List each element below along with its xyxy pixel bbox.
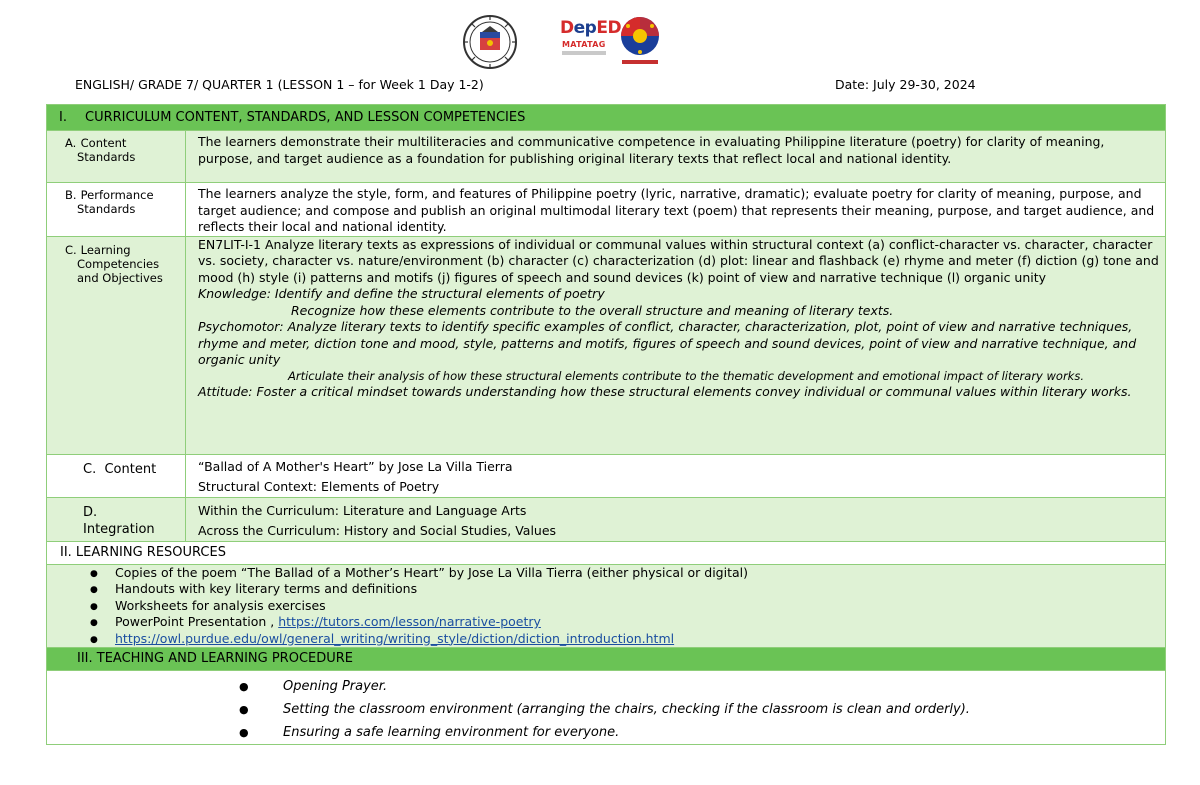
procedure-row (47, 671, 1166, 745)
content-text (186, 454, 1166, 497)
bullet-icon: ● (239, 680, 249, 693)
knowledge-objective: Knowledge: Identify and define the structural elements of poetry (198, 286, 605, 301)
content-standards-label: A. Content Standards (47, 131, 186, 183)
ppt-link[interactable]: https://tutors.com/lesson/narrative-poetry (278, 614, 541, 629)
resource-item: ● Handouts with key literary terms and definitions (115, 581, 1165, 598)
content-label: C. Content (47, 454, 186, 497)
section-2-title: II. LEARNING RESOURCES (47, 541, 1166, 564)
resource-item: ● Copies of the poem “The Ballad of a Mother’s Heart” by Jose La Villa Tierra (either physical or digital) (115, 565, 1165, 582)
integration-row (47, 497, 1166, 541)
integration-within: Within the Curriculum: Literature and Language Arts (198, 502, 527, 518)
section-1-number: I. (59, 110, 67, 125)
section-1-title-cell (47, 105, 1166, 131)
procedure-item: ● Ensuring a safe learning environment for everyone. (47, 721, 1165, 744)
ppt-label: PowerPoint Presentation , (115, 614, 279, 629)
content-title: “Ballad of A Mother's Heart” by Jose La Villa Tierra (198, 458, 513, 474)
resources-row (47, 564, 1166, 648)
integration-across: Across the Curriculum: History and Social Studies, Values (198, 522, 557, 538)
competencies-row (47, 236, 1166, 454)
section-2-header (47, 541, 1166, 564)
resources-list (87, 565, 1165, 648)
purdue-link[interactable]: https://owl.purdue.edu/owl/general_writing/writing_style/diction/diction_introduction.html (115, 630, 675, 646)
bullet-icon: ● (239, 726, 249, 739)
content-standards-row (47, 131, 1166, 183)
header-logos (460, 12, 670, 70)
knowledge-objective-2: Recognize how these elements contribute to the overall structure and meaning of literary texts. (291, 302, 894, 318)
section-1-header (47, 105, 1166, 131)
matatag-wordmark: MATATAG (562, 40, 606, 49)
matatag-tagline (562, 51, 606, 55)
bagong-pilipinas-logo (618, 14, 662, 70)
competencies-text (186, 236, 1166, 454)
resource-item-purdue (115, 631, 1165, 648)
deped-matatag-logo (560, 18, 622, 64)
procedure-item: ● Setting the classroom environment (arranging the chairs, checking if the classroom is clean and orderly). (47, 698, 1165, 721)
school-seal-icon (460, 14, 520, 70)
competency-code-text: EN7LIT-I-1 Analyze literary texts as expressions of individual or communal values within structural context (a) conflict-character vs. character, character vs. society, character vs. nature/environment (b) character (c) characterization (d) plot: linear and flashback (e) rhyme and meter (f) diction (g) tone and mood (h) style (i) patterns and motifs (j) figures of speech and sound devices (k) point of view and narrative technique (l) organic unity (198, 236, 1159, 285)
integration-text (186, 497, 1166, 541)
resource-item-ppt (115, 614, 1165, 631)
lesson-title: ENGLISH/ GRADE 7/ QUARTER 1 (LESSON 1 – for Week 1 Day 1-2) (75, 77, 484, 92)
lesson-header (75, 77, 995, 92)
psychomotor-objective: Psychomotor: Analyze literary texts to identify specific examples of conflict, character, characterization, plot, point of view and narrative techniques, rhyme and meter, diction tone and mood, style, patterns and motifs, figures of speech and sound devices, point of view and narrative technique, and organic unity (198, 319, 1137, 367)
resources-list-cell (47, 564, 1166, 648)
section-1-title: CURRICULUM CONTENT, STANDARDS, AND LESSON COMPETENCIES (85, 110, 526, 125)
integration-label: D. Integration (47, 497, 186, 541)
performance-standards-label: B. Performance Standards (47, 183, 186, 237)
competencies-label: C. Learning Competencies and Objectives (47, 236, 186, 454)
bullet-icon: ● (239, 703, 249, 716)
section-3-header (47, 648, 1166, 671)
attitude-objective: Attitude: Foster a critical mindset towards understanding how these structural elements convey individual or communal values within literary works. (198, 384, 1132, 399)
procedure-item: ● Opening Prayer. (47, 675, 1165, 698)
section-3-title: III. TEACHING AND LEARNING PROCEDURE (47, 648, 1166, 671)
resource-item: ● Worksheets for analysis exercises (115, 598, 1165, 615)
content-row (47, 454, 1166, 497)
lesson-date: Date: July 29-30, 2024 (835, 77, 976, 92)
procedure-list (47, 671, 1166, 745)
performance-standards-text: The learners analyze the style, form, and features of Philippine poetry (lyric, narrative, dramatic); evaluate poetry for clarity of meaning, purpose, and target audience; and compose and publish an original multimodal literary text (poem) that represents their meaning, purpose, and target audience, and reflects their local and national identity. (186, 183, 1166, 237)
deped-wordmark: DepED (560, 18, 622, 38)
performance-standards-row (47, 183, 1166, 237)
psychomotor-objective-2: Articulate their analysis of how these structural elements contribute to the thematic development and emotional impact of literary works. (288, 368, 1084, 383)
content-structural-context: Structural Context: Elements of Poetry (198, 478, 440, 494)
content-standards-text: The learners demonstrate their multiliteracies and communicative competence in evaluating Philippine literature (poetry) for clarity of meaning, purpose, and target audience as a foundation for publishing original literary texts that reflect local and national identity. (186, 131, 1166, 183)
lesson-plan-table (46, 104, 1166, 745)
